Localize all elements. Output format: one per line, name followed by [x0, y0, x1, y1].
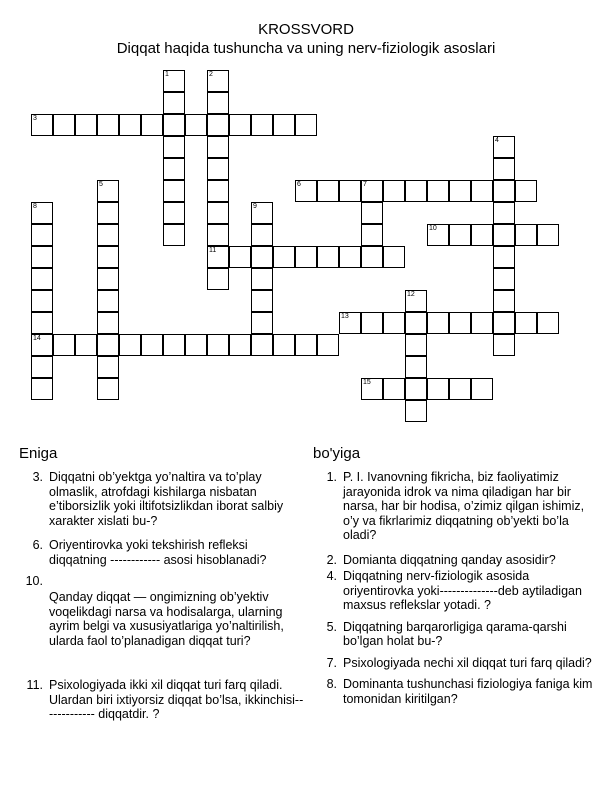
grid-cell[interactable]: [31, 268, 53, 290]
grid-cell[interactable]: [163, 114, 185, 136]
grid-cell[interactable]: [471, 312, 493, 334]
cell-number: 15: [363, 379, 371, 386]
down-clues: [313, 445, 598, 713]
grid-cell[interactable]: [97, 334, 119, 356]
grid-cell[interactable]: [97, 378, 119, 400]
grid-cell[interactable]: [427, 378, 449, 400]
cell-number: 4: [495, 137, 499, 144]
grid-cell[interactable]: [207, 180, 229, 202]
grid-cell[interactable]: [537, 224, 559, 246]
grid-cell[interactable]: [97, 312, 119, 334]
clue-number: 8.: [326, 677, 337, 691]
grid-cell[interactable]: [361, 180, 383, 202]
grid-cell[interactable]: [31, 334, 53, 356]
grid-cell[interactable]: [163, 136, 185, 158]
clue-across-11: [19, 678, 304, 722]
grid-cell[interactable]: [53, 114, 75, 136]
clue-text: Domianta diqqatning qanday asosidir?: [343, 552, 556, 567]
clue-text: Oriyentirovka yoki tekshirish refleksi diqqatning ------------ asosi hisoblanadi?: [49, 538, 267, 567]
clue-number: 3.: [32, 470, 43, 484]
grid-cell[interactable]: [383, 246, 405, 268]
grid-cell[interactable]: [251, 268, 273, 290]
clue-text: P. I. Ivanovning fikricha, biz faoliyatimiz jarayonida idrok va nima qiladigan har bir narsa, har bir hodisa, o’zimiz qilgan ishimiz, o’y va fikrlarimiz diqqatning ob’yekti bo’la oladi?: [343, 470, 585, 542]
cell-number: 5: [99, 181, 103, 188]
grid-cell[interactable]: [295, 114, 317, 136]
grid-cell[interactable]: [207, 246, 229, 268]
cell-number: 11: [209, 247, 217, 254]
grid-cell[interactable]: [97, 202, 119, 224]
grid-cell[interactable]: [163, 92, 185, 114]
grid-cell[interactable]: [31, 356, 53, 378]
grid-cell[interactable]: [207, 92, 229, 114]
clue-text: Diqqatni ob’yektga yo’naltira va to’play olmaslik, atrofdagi kishilarga nisbatan e’tiborsizlik yoki iltifotsizlikdan iborat salbiy xarakter xislati bu-?: [49, 470, 284, 528]
clue-text: Psixologiyada nechi xil diqqat turi farq qiladi?: [343, 655, 592, 670]
grid-cell[interactable]: [493, 224, 515, 246]
cell-number: 10: [429, 225, 437, 232]
cell-number: 7: [363, 181, 367, 188]
cell-number: 14: [33, 335, 41, 342]
clue-number: 6.: [32, 538, 43, 552]
grid-cell[interactable]: [273, 114, 295, 136]
grid-cell[interactable]: [493, 290, 515, 312]
page-subtitle: Diqqat haqida tushuncha va uning nerv-fiziologik asoslari: [116, 40, 496, 57]
grid-cell[interactable]: [449, 224, 471, 246]
grid-cell[interactable]: [273, 334, 295, 356]
grid-cell[interactable]: [361, 312, 383, 334]
grid-cell[interactable]: [427, 180, 449, 202]
grid-cell[interactable]: [119, 334, 141, 356]
grid-cell[interactable]: [163, 334, 185, 356]
grid-cell[interactable]: [207, 224, 229, 246]
grid-cell[interactable]: [163, 158, 185, 180]
grid-cell[interactable]: [449, 312, 471, 334]
clue-down-5: [313, 620, 598, 649]
grid-cell[interactable]: [317, 334, 339, 356]
grid-cell[interactable]: [207, 158, 229, 180]
grid-cell[interactable]: [229, 114, 251, 136]
grid-cell[interactable]: [383, 378, 405, 400]
grid-cell[interactable]: [163, 202, 185, 224]
grid-cell[interactable]: [141, 334, 163, 356]
grid-cell[interactable]: [493, 136, 515, 158]
grid-cell[interactable]: [97, 290, 119, 312]
grid-cell[interactable]: [515, 180, 537, 202]
grid-cell[interactable]: [31, 114, 53, 136]
grid-cell[interactable]: [295, 334, 317, 356]
grid-cell[interactable]: [427, 224, 449, 246]
grid-cell[interactable]: [537, 312, 559, 334]
grid-cell[interactable]: [31, 312, 53, 334]
grid-cell[interactable]: [207, 70, 229, 92]
clue-across-10: [19, 574, 304, 648]
grid-cell[interactable]: [75, 334, 97, 356]
clue-number: 7.: [326, 655, 337, 670]
cell-number: 9: [253, 203, 257, 210]
grid-cell[interactable]: [383, 312, 405, 334]
grid-cell[interactable]: [185, 334, 207, 356]
grid-cell[interactable]: [405, 378, 427, 400]
clue-down-2: [313, 553, 598, 568]
clue-across-3: [19, 470, 304, 528]
clue-number: 4.: [326, 569, 337, 583]
grid-cell[interactable]: [471, 224, 493, 246]
grid-cell[interactable]: [207, 136, 229, 158]
grid-cell[interactable]: [471, 378, 493, 400]
cell-number: 1: [165, 71, 169, 78]
grid-cell[interactable]: [515, 312, 537, 334]
grid-cell[interactable]: [295, 180, 317, 202]
grid-cell[interactable]: [31, 202, 53, 224]
clue-text: Diqqatning barqarorligiga qarama-qarshi bo’lgan holat bu-?: [343, 619, 567, 648]
clue-number: 5.: [326, 619, 337, 634]
clue-text: Psixologiyada ikki xil diqqat turi farq qiladi. Ulardan biri ixtiyorsiz diqqat bo’lsa, ikkinchisi------------- diqqatdir. ?: [49, 678, 304, 721]
grid-cell[interactable]: [163, 224, 185, 246]
grid-cell[interactable]: [339, 312, 361, 334]
grid-cell[interactable]: [97, 246, 119, 268]
clue-text: Qanday diqqat — ongimizning ob’yektiv voqelikdagi narsa va hodisalarga, ularning ayrim belgi va xususiyatlariga yo’naltirilish, ularda faol to’planadigan diqqat turi?: [49, 590, 284, 648]
grid-cell[interactable]: [317, 180, 339, 202]
grid-cell[interactable]: [361, 378, 383, 400]
clue-number: 11.: [26, 678, 43, 692]
grid-cell[interactable]: [251, 334, 273, 356]
grid-cell[interactable]: [317, 246, 339, 268]
grid-cell[interactable]: [31, 378, 53, 400]
grid-cell[interactable]: [471, 180, 493, 202]
grid-cell[interactable]: [251, 246, 273, 268]
grid-cell[interactable]: [53, 334, 75, 356]
across-clues: [19, 445, 304, 729]
grid-cell[interactable]: [493, 312, 515, 334]
clue-across-6: [19, 538, 304, 567]
grid-cell[interactable]: [97, 268, 119, 290]
grid-cell[interactable]: [251, 290, 273, 312]
grid-cell[interactable]: [31, 290, 53, 312]
grid-cell[interactable]: [97, 114, 119, 136]
grid-cell[interactable]: [163, 180, 185, 202]
grid-cell[interactable]: [405, 400, 427, 422]
grid-cell[interactable]: [449, 180, 471, 202]
grid-cell[interactable]: [449, 378, 471, 400]
grid-cell[interactable]: [251, 312, 273, 334]
grid-cell[interactable]: [207, 114, 229, 136]
grid-cell[interactable]: [119, 114, 141, 136]
grid-cell[interactable]: [207, 334, 229, 356]
cell-number: 3: [33, 115, 37, 122]
grid-cell[interactable]: [405, 290, 427, 312]
grid-cell[interactable]: [141, 114, 163, 136]
grid-cell[interactable]: [383, 180, 405, 202]
clue-down-1: [313, 470, 598, 543]
grid-cell[interactable]: [493, 334, 515, 356]
grid-cell[interactable]: [339, 246, 361, 268]
grid-cell[interactable]: [163, 70, 185, 92]
grid-cell[interactable]: [405, 312, 427, 334]
cell-number: 2: [209, 71, 213, 78]
grid-cell[interactable]: [273, 246, 295, 268]
grid-cell[interactable]: [185, 114, 207, 136]
grid-cell[interactable]: [97, 180, 119, 202]
grid-cell[interactable]: [229, 334, 251, 356]
clue-text: Dominanta tushunchasi fiziologiya faniga kim tomonidan kiritilgan?: [343, 677, 593, 706]
grid-cell[interactable]: [361, 202, 383, 224]
grid-cell[interactable]: [493, 246, 515, 268]
grid-cell[interactable]: [339, 180, 361, 202]
cell-number: 8: [33, 203, 37, 210]
grid-cell[interactable]: [493, 158, 515, 180]
grid-cell[interactable]: [207, 268, 229, 290]
grid-cell[interactable]: [493, 202, 515, 224]
grid-cell[interactable]: [295, 246, 317, 268]
grid-cell[interactable]: [361, 224, 383, 246]
cell-number: 6: [297, 181, 301, 188]
clue-number: 1.: [326, 470, 337, 484]
clue-down-4: [313, 569, 598, 613]
grid-cell[interactable]: [405, 180, 427, 202]
clue-number: 2.: [326, 552, 337, 567]
grid-cell[interactable]: [251, 114, 273, 136]
grid-cell[interactable]: [75, 114, 97, 136]
grid-cell[interactable]: [31, 246, 53, 268]
grid-cell[interactable]: [229, 246, 251, 268]
cell-number: 12: [407, 291, 415, 298]
grid-cell[interactable]: [405, 334, 427, 356]
clue-number: 10.: [25, 574, 43, 588]
grid-cell[interactable]: [405, 356, 427, 378]
page-title: KROSSVORD: [258, 21, 354, 38]
grid-cell[interactable]: [427, 312, 449, 334]
grid-cell[interactable]: [361, 246, 383, 268]
grid-cell[interactable]: [31, 224, 53, 246]
down-heading: bo'yiga: [313, 445, 361, 462]
grid-cell[interactable]: [493, 268, 515, 290]
grid-cell[interactable]: [515, 224, 537, 246]
cell-number: 13: [341, 313, 349, 320]
across-heading: Eniga: [19, 445, 58, 462]
grid-cell[interactable]: [493, 180, 515, 202]
grid-cell[interactable]: [251, 224, 273, 246]
clue-down-8: [313, 677, 598, 706]
grid-cell[interactable]: [97, 224, 119, 246]
grid-cell[interactable]: [251, 202, 273, 224]
clue-down-7: [313, 656, 598, 671]
clue-text: Diqqatning nerv-fiziologik asosida oriyentirovka yoki--------------deb aytiladigan maxsus reflekslar yotadi. ?: [343, 569, 582, 612]
grid-cell[interactable]: [207, 202, 229, 224]
grid-cell[interactable]: [97, 356, 119, 378]
